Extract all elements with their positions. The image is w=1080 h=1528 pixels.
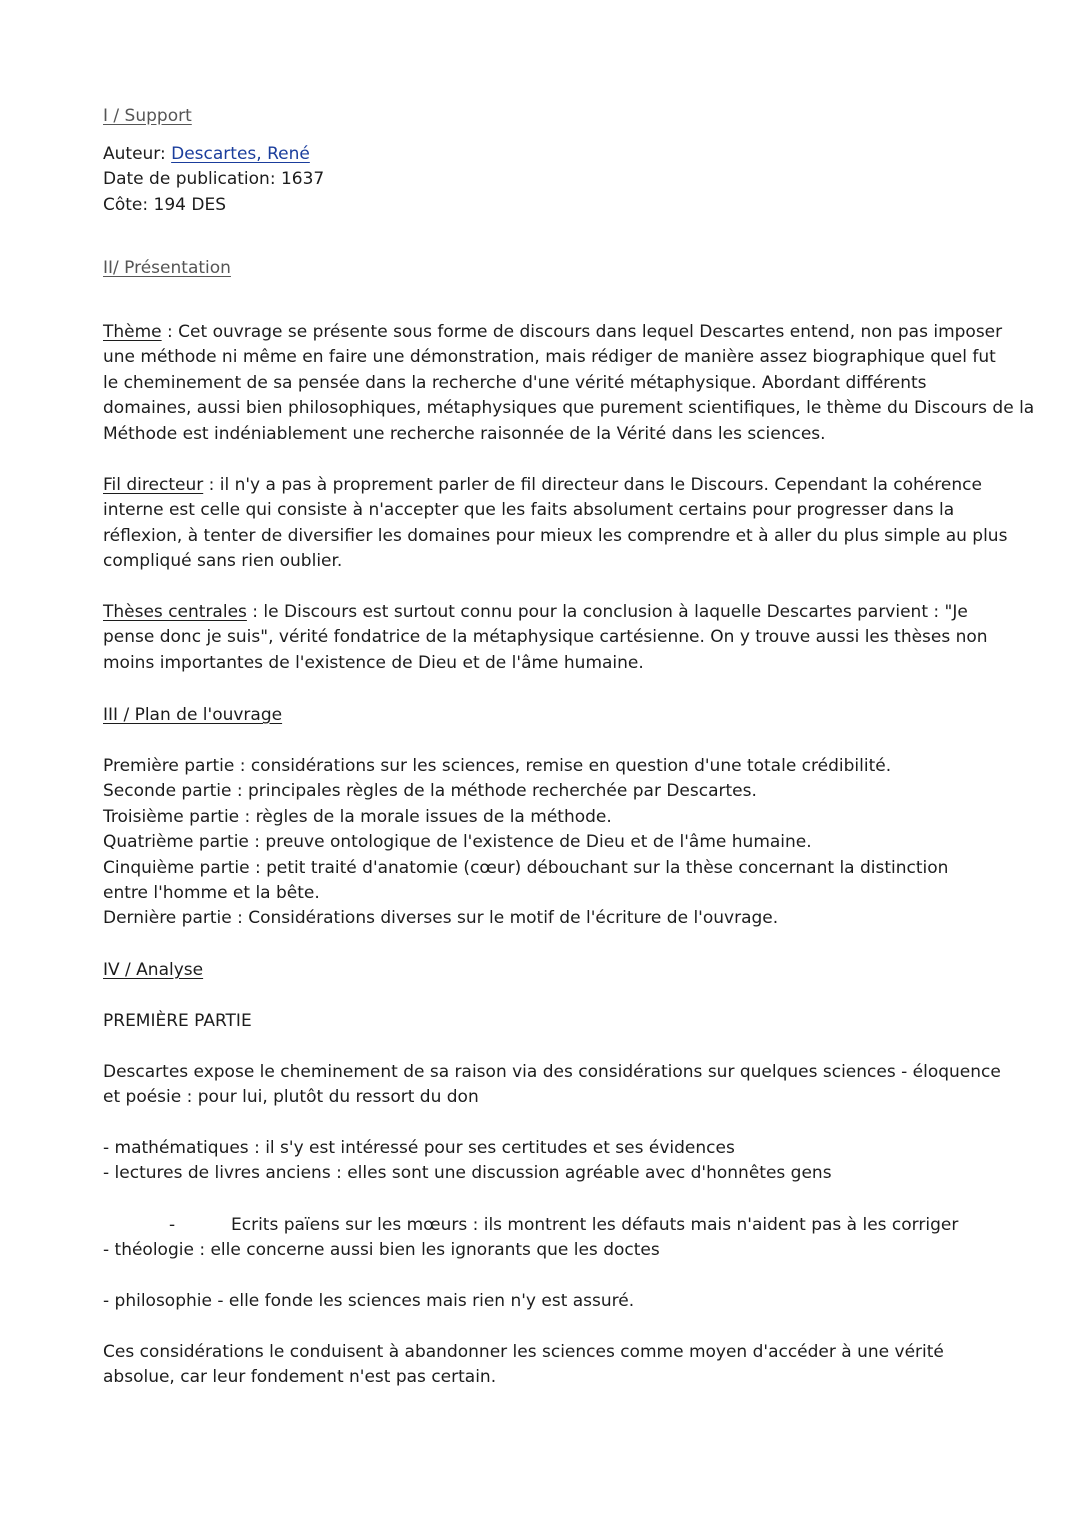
conclusion-line: absolue, car leur fondement n'est pas certain. <box>103 1367 497 1388</box>
theme-label: Thème <box>103 322 162 342</box>
theme-line: le cheminement de sa pensée dans la recherche d'une vérité métaphysique. Abordant différents <box>103 372 927 393</box>
analyse-conclusion <box>103 1340 944 1391</box>
theses-label: Thèses centrales <box>103 602 247 622</box>
theme-line: : Cet ouvrage se présente sous forme de discours dans lequel Descartes entend, non pas imposer <box>161 322 1003 342</box>
theses-line: moins importantes de l'existence de Dieu et de l'âme humaine. <box>103 652 644 673</box>
list-item-indented <box>103 1213 958 1238</box>
publication-date: Date de publication: 1637 <box>103 169 325 189</box>
theme-line: une méthode ni même en faire une démonstration, mais rédiger de manière assez biographique quel fut <box>103 347 996 368</box>
analyse-intro <box>103 1060 1001 1111</box>
list-item: - mathématiques : il s'y est intéressé pour ses certitudes et ses évidences <box>103 1138 735 1158</box>
fil-directeur-label: Fil directeur <box>103 475 204 495</box>
conclusion-line: Ces considérations le conduisent à abandonner les sciences comme moyen d'accéder à une vérité <box>103 1342 944 1362</box>
section-heading-analyse: IV / Analyse <box>103 960 204 980</box>
plan-item: Troisième partie : règles de la morale issues de la méthode. <box>103 806 612 827</box>
fil-directeur-paragraph <box>103 473 1007 575</box>
theme-paragraph <box>103 320 1034 447</box>
plan-list <box>103 754 948 932</box>
theme-line: domaines, aussi bien philosophiques, métaphysiques que purement scientifiques, le thème du Discours de la <box>103 398 1035 419</box>
theses-paragraph <box>103 600 988 676</box>
section-heading-presentation: II/ Présentation <box>103 258 231 278</box>
list-item-text: Ecrits païens sur les mœurs : ils montrent les défauts mais n'aident pas à les corriger <box>231 1215 959 1235</box>
author-link[interactable]: Descartes, René <box>171 144 310 164</box>
call-number: Côte: 194 DES <box>103 195 227 215</box>
fil-line: compliqué sans rien oublier. <box>103 551 343 572</box>
list-item: - lectures de livres anciens : elles sont une discussion agréable avec d'honnêtes gens <box>103 1163 832 1184</box>
list-item: - philosophie - elle fonde les sciences mais rien n'y est assuré. <box>103 1291 635 1311</box>
list-item: - théologie : elle concerne aussi bien les ignorants que les doctes <box>103 1240 660 1261</box>
fil-line: : il n'y a pas à proprement parler de fil directeur dans le Discours. Cependant la cohérence <box>203 475 982 495</box>
intro-line: et poésie : pour lui, plutôt du ressort du don <box>103 1087 479 1108</box>
fil-line: interne est celle qui consiste à n'accepter que les faits absolument certains pour progresser dans la <box>103 500 955 521</box>
plan-item: Première partie : considérations sur les sciences, remise en question d'une totale crédibilité. <box>103 756 892 776</box>
subheading-premiere-partie: PREMIÈRE PARTIE <box>103 1011 252 1031</box>
section-heading-plan: III / Plan de l'ouvrage <box>103 705 283 725</box>
author-label: Auteur: <box>103 144 172 164</box>
author-line <box>103 142 310 167</box>
plan-item: Seconde partie : principales règles de la méthode recherchée par Descartes. <box>103 781 757 802</box>
fil-line: réflexion, à tenter de diversifier les domaines pour mieux les comprendre et à aller du plus simple au plus <box>103 525 1008 546</box>
theses-line: : le Discours est surtout connu pour la conclusion à laquelle Descartes parvient : "Je <box>246 602 968 622</box>
intro-line: Descartes expose le cheminement de sa raison via des considérations sur quelques sciences - éloquence <box>103 1062 1001 1082</box>
plan-item: Quatrième partie : preuve ontologique de l'existence de Dieu et de l'âme humaine. <box>103 832 812 853</box>
section-heading-support: I / Support <box>103 106 192 126</box>
theme-line: Méthode est indéniablement une recherche raisonnée de la Vérité dans les sciences. <box>103 423 826 444</box>
plan-item: Dernière partie : Considérations diverses sur le motif de l'écriture de l'ouvrage. <box>103 908 779 929</box>
sciences-list-continued <box>103 1213 958 1264</box>
sciences-list <box>103 1136 832 1187</box>
plan-item: entre l'homme et la bête. <box>103 883 320 904</box>
list-dash: - <box>169 1215 176 1235</box>
theses-line: pense donc je suis", vérité fondatrice de la métaphysique cartésienne. On y trouve aussi les thèses non <box>103 627 988 648</box>
plan-item: Cinquième partie : petit traité d'anatomie (cœur) débouchant sur la thèse concernant la distinction <box>103 857 949 878</box>
